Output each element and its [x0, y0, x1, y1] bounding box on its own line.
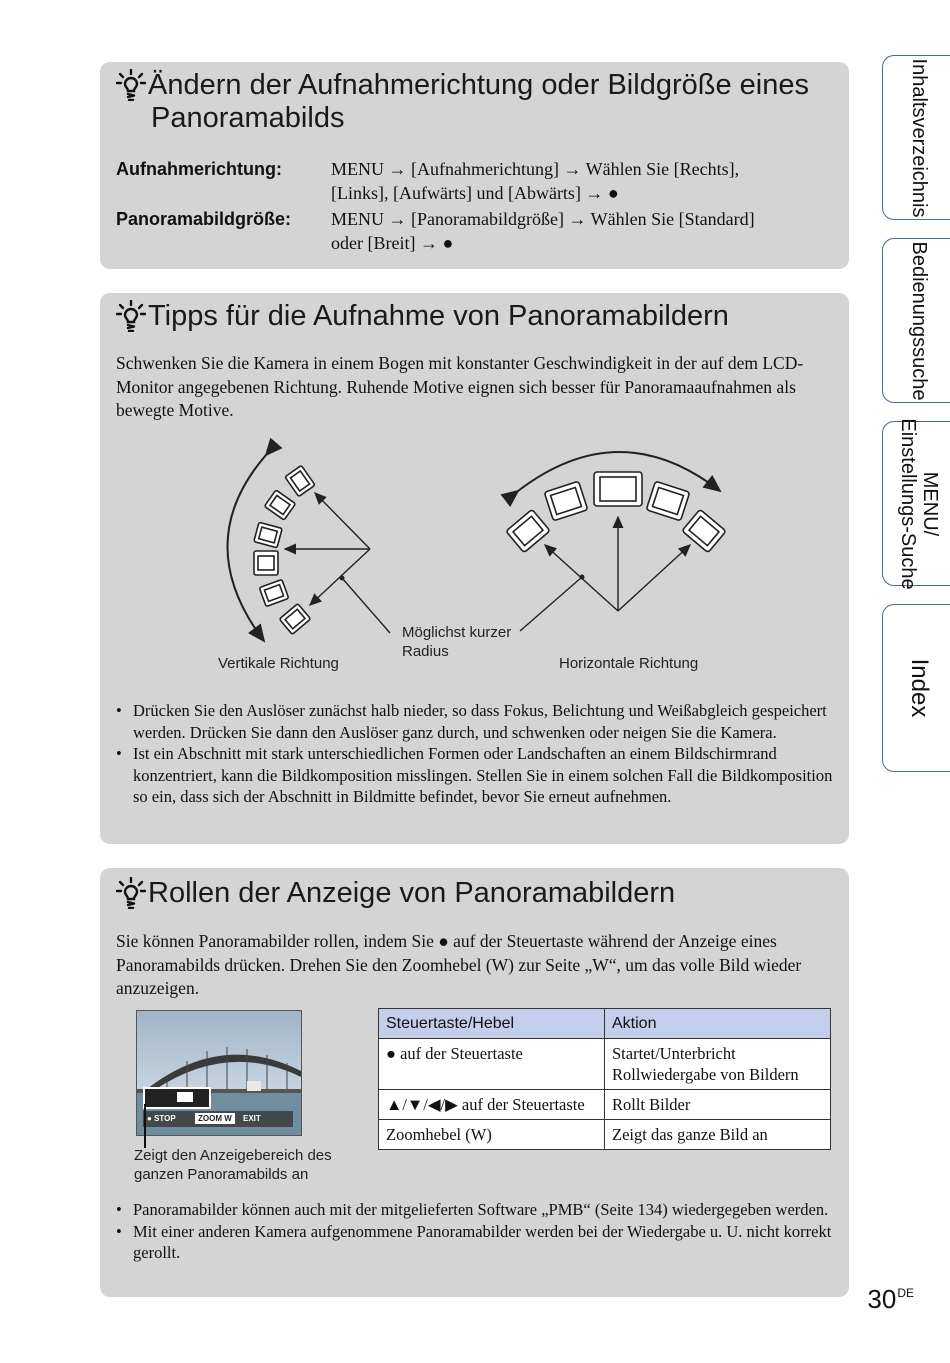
column-header: Aktion — [605, 1009, 831, 1039]
controls-table — [378, 1008, 831, 1150]
screen-caption-line1: Zeigt den Anzeigebereich des — [134, 1147, 332, 1164]
intro-text: Schwenken Sie die Kamera in einem Bogen mit konstanter Geschwindigkeit in der auf dem LCD-Monitor angegebenen Richtung. Ruhende Motive eignen sich besser für Panoramaaufnahmen als bewegte Motive. — [116, 353, 804, 420]
zoom-label: ZOOM W — [195, 1113, 235, 1124]
radius-label-line1: Möglichst kurzer — [402, 624, 512, 641]
list-item: • Mit einer anderen Kamera aufgenommene Panoramabilder werden bei der Wiedergabe u. U. nicht korrekt gerollt. — [116, 1221, 836, 1264]
horizontal-direction-label: Horizontale Richtung — [559, 655, 699, 672]
tab-label: MENU/ Einstellungs-Suche — [897, 417, 941, 590]
table-cell: Startet/Unterbricht Rollwiedergabe von Bildern — [605, 1039, 831, 1090]
notes-list — [116, 1199, 836, 1264]
tab-label: Index — [906, 658, 933, 718]
section-title: Rollen der Anzeige von Panoramabildern — [116, 877, 675, 910]
exit-label: EXIT — [243, 1114, 261, 1123]
size-value-line2: oder [Breit] → ● — [331, 233, 454, 253]
vertical-direction-label: Vertikale Richtung — [218, 655, 339, 672]
tips-list — [116, 700, 836, 808]
tab-table-of-contents[interactable] — [882, 55, 950, 220]
direction-value-line2: [Links], [Aufwärts] und [Abwärts] → ● — [331, 183, 619, 203]
screen-caption-line2: ganzen Panoramabilds an — [134, 1166, 309, 1183]
list-item: • Ist ein Abschnitt mit stark unterschiedlichen Formen oder Landschaften an einem Bildschirmrand konzentriert, kann die Bildkomposition misslingen. Stellen Sie in einem solchen Fall die Bildkomposition so ein, dass sich der Abschnitt in Bildmitte befindet, bevor Sie erneut aufnehmen. — [116, 743, 836, 808]
radius-label-line2: Radius — [402, 643, 449, 660]
sweep-diagram — [100, 433, 849, 683]
section-title: Ändern der Aufnahmerichtung oder Bildgröße eines — [116, 69, 809, 102]
table-cell: ▲/▼/◀/▶ auf der Steuertaste — [379, 1090, 605, 1120]
direction-value-line1: MENU → [Aufnahmerichtung] → Wählen Sie [Rechts], — [331, 159, 740, 179]
tip-bulb-icon — [116, 69, 146, 101]
tip-bulb-icon — [116, 300, 146, 332]
overview-frame — [143, 1087, 211, 1109]
section-change-direction — [100, 62, 849, 269]
tab-operation-search[interactable] — [882, 238, 950, 403]
tab-menu-settings-search[interactable] — [882, 417, 950, 590]
horizontal-cameras — [506, 472, 726, 553]
table-cell: Zeigt das ganze Bild an — [605, 1120, 831, 1150]
list-item: • Drücken Sie den Auslöser zunächst halb nieder, so dass Fokus, Belichtung und Weißabgleich gespeichert werden. Drücken Sie dann den Auslöser ganz durch, und schwenken oder neigen Sie die Kamera. — [116, 700, 836, 743]
section-title: Tipps für die Aufnahme von Panoramabildern — [116, 300, 729, 333]
visible-area-marker — [177, 1092, 193, 1102]
tip-bulb-icon — [116, 877, 146, 909]
table-cell: Rollt Bilder — [605, 1090, 831, 1120]
stop-label: ● STOP — [147, 1114, 176, 1123]
table-header-row — [379, 1009, 831, 1039]
size-label: Panoramabildgröße: — [116, 209, 292, 229]
page-number: 30DE — [867, 1284, 914, 1314]
tab-label: Inhaltsverzeichnis — [908, 58, 930, 217]
section-panorama-tips — [100, 293, 849, 844]
screen-button-bar — [143, 1111, 293, 1127]
direction-label: Aufnahmerichtung: — [116, 159, 282, 179]
vertical-cameras — [254, 465, 315, 634]
tab-label: Bedienungssuche — [908, 240, 930, 401]
table-cell: Zoomhebel (W) — [379, 1120, 605, 1150]
table-row — [379, 1120, 831, 1150]
callout-line — [144, 1104, 146, 1148]
table-cell: ● auf der Steuertaste — [379, 1039, 605, 1090]
size-value-line1: MENU → [Panoramabildgröße] → Wählen Sie [Standard] — [331, 209, 755, 229]
intro-text: Sie können Panoramabilder rollen, indem Sie ● auf der Steuertaste während der Anzeige eines Panoramabilds drücken. Drehen Sie den Zoomhebel (W) zur Seite „W“, um das volle Bild wieder anzuzeigen. — [116, 931, 802, 998]
table-row — [379, 1039, 831, 1090]
vertical-arc-arrow — [227, 455, 266, 641]
section-title-line2: Panoramabilds — [151, 102, 345, 134]
table-row — [379, 1090, 831, 1120]
list-item: • Panoramabilder können auch mit der mitgelieferten Software „PMB“ (Seite 134) wiedergegeben werden. — [116, 1199, 836, 1221]
column-header: Steuertaste/Hebel — [379, 1009, 605, 1039]
tab-index[interactable] — [882, 604, 950, 772]
playback-screen — [136, 1010, 302, 1136]
